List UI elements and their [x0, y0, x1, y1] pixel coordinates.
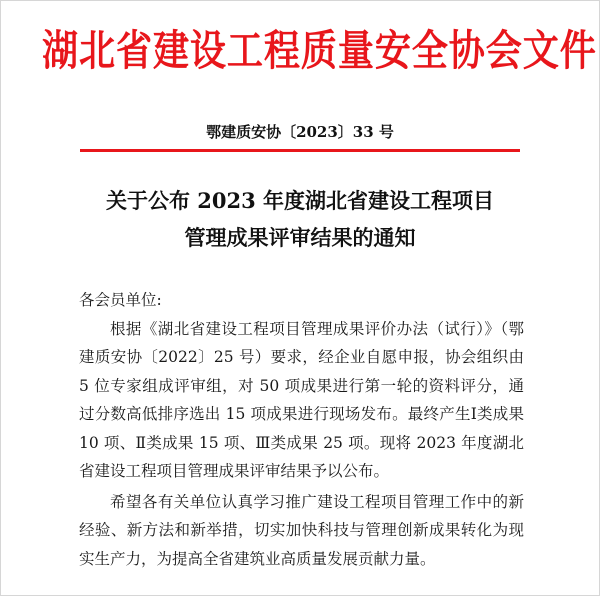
salutation: 各会员单位: [79, 291, 162, 309]
notice-title-line-2: 管理成果评审结果的通知 [184, 225, 416, 250]
paragraph-1: 根据《湖北省建设工程项目管理成果评价办法（试行）》（鄂建质安协〔2022〕25 号）要求，经企业自愿申报，协会组织由 5 位专家组成评审组，对 50 项成果进行第一轮的资料评分，通过分数高低排序选出 15 项成果进行现场发布。最终产生Ⅰ类成果 10 项、Ⅱ类成果 15 项、Ⅲ类成果 25 项。现将 2023 年度湖北省建设工程项目管理成果评审结果予以公布。 [79, 319, 524, 480]
document-header-title: 湖北省建设工程质量安全协会文件 [42, 26, 597, 75]
red-divider-line [80, 149, 520, 152]
notice-body [79, 286, 524, 573]
notice-title [0, 182, 600, 256]
paragraph-2: 希望各有关单位认真学习推广建设工程项目管理工作中的新经验、新方法和新举措，切实加快科技与管理创新成果转化为现实生产力，为提高全省建筑业高质量发展贡献力量。 [79, 492, 524, 568]
document-number: 鄂建质安协〔2023〕33 号 [206, 123, 394, 141]
notice-title-line-1: 关于公布 2023 年度湖北省建设工程项目 [105, 188, 495, 213]
